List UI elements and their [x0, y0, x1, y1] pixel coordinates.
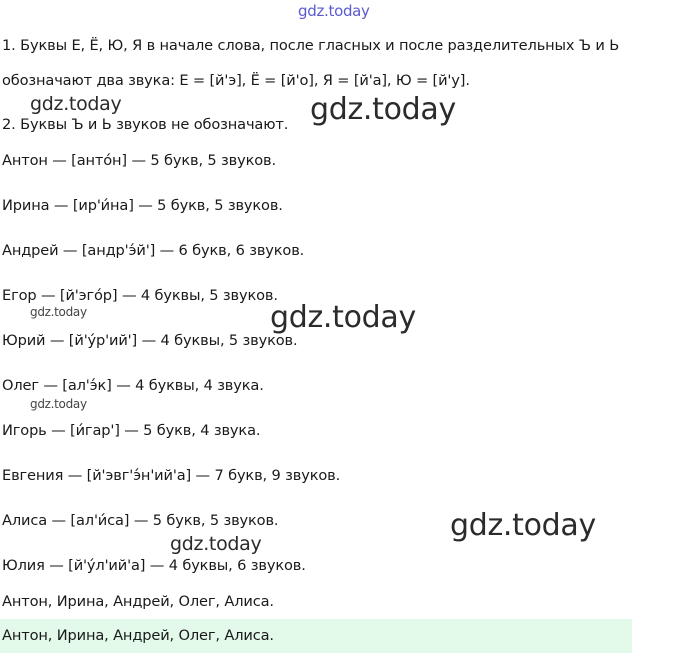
word-anton: Антон — [анто́н] — 5 букв, 5 звуков. [2, 152, 276, 169]
watermark: gdz.today [30, 93, 122, 115]
word-alisa: Алиса — [ал'и́са] — 5 букв, 5 звуков. [2, 512, 279, 529]
word-egor: Егор — [й'эго́р] — 4 буквы, 5 звуков. [2, 287, 278, 304]
rule-line-3: 2. Буквы Ъ и Ь звуков не обозначают. [2, 116, 289, 133]
answer-line: Антон, Ирина, Андрей, Олег, Алиса. [2, 593, 274, 610]
watermark: gdz.today [450, 508, 596, 543]
watermark: gdz.today [310, 92, 456, 127]
word-irina: Ирина — [ир'и́на] — 5 букв, 5 звуков. [2, 197, 283, 214]
rule-line-2: обозначают два звука: Е = [й'э], Ё = [й'о], Я = [й'а], Ю = [й'у]. [2, 72, 470, 89]
word-yuriy: Юрий — [й'у́р'ий'] — 4 буквы, 5 звуков. [2, 332, 298, 349]
watermark: gdz.today [30, 305, 87, 319]
answer-line-highlighted: Антон, Ирина, Андрей, Олег, Алиса. [2, 627, 274, 644]
word-igor: Игорь — [и́гар'] — 5 букв, 4 звука. [2, 422, 261, 439]
watermark: gdz.today [30, 397, 87, 411]
watermark: gdz.today [270, 300, 416, 335]
watermark-top: gdz.today [298, 2, 370, 20]
word-oleg: Олег — [ал'э́к] — 4 буквы, 4 звука. [2, 377, 264, 394]
rule-line-1: 1. Буквы Е, Ё, Ю, Я в начале слова, после гласных и после разделительных Ъ и Ь [2, 37, 620, 54]
word-andrey: Андрей — [андр'э́й'] — 6 букв, 6 звуков. [2, 242, 305, 259]
word-evgeniya: Евгения — [й'эвг'э́н'ий'а] — 7 букв, 9 звуков. [2, 467, 341, 484]
word-yuliya: Юлия — [й'у́л'ий'а] — 4 буквы, 6 звуков. [2, 557, 306, 574]
watermark: gdz.today [170, 533, 262, 555]
